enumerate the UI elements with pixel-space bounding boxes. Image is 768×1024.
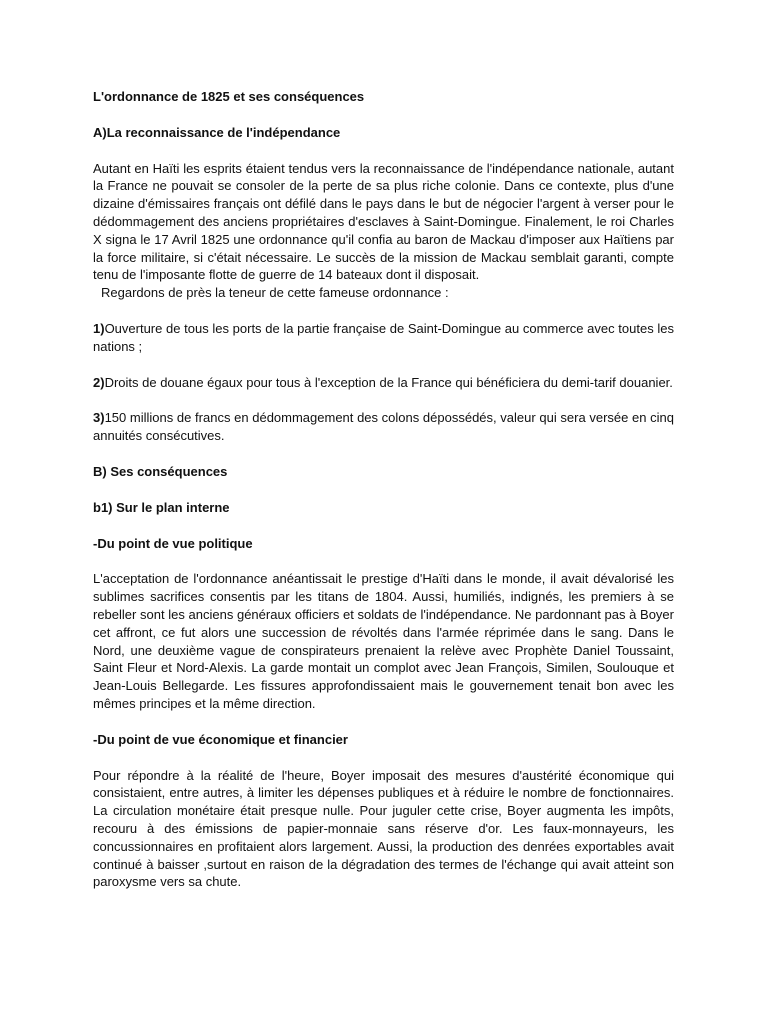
ordonnance-item-2 <box>93 374 674 392</box>
section-a-intro: Regardons de près la teneur de cette fameuse ordonnance : <box>101 285 449 301</box>
item-text: Droits de douane égaux pour tous à l'exception de la France qui bénéficiera du demi-tarif douanier. <box>104 374 673 390</box>
item-text: 150 millions de francs en dédommagement des colons dépossédés, valeur qui sera versée en cinq annuités consécutives. <box>93 410 674 444</box>
ordonnance-item-3 <box>93 409 674 445</box>
item-number: 2) <box>93 374 105 390</box>
politique-paragraph: L'acceptation de l'ordonnance anéantissait le prestige d'Haïti dans le monde, il avait dévalorisé les sublimes sacrifices consentis par les titans de 1804. Aussi, humiliés, indignés, les premiers à se rebeller sont les anciens généraux officiers et soldats de l'indépendance. Ne pardonnant pas à Boyer cet affront, ce fut alors une succession de révoltés dans l'armée réprimée dans le sang. Dans le Nord, une deuxième vague de conspirateurs prenaient la relève avec Prophète Daniel Toussaint, Saint Fleur et Nord-Alexis. La garde montait un complot avec Jean François, Similen, Soulouque et Jean-Louis Bellegarde. Les fissures approfondissaient mais le gouvernement tenait bon avec les mêmes principes et la même direction. <box>93 571 674 711</box>
economique-heading: -Du point de vue économique et financier <box>93 731 348 747</box>
item-number: 1) <box>93 320 105 336</box>
document-title: L'ordonnance de 1825 et ses conséquences <box>93 89 365 104</box>
section-b-heading: B) Ses conséquences <box>93 463 228 479</box>
item-text: Ouverture de tous les ports de la partie française de Saint-Domingue au commerce avec toutes les nations ; <box>93 320 674 354</box>
economique-paragraph: Pour répondre à la réalité de l'heure, Boyer imposait des mesures d'austérité économique qui consistaient, entre autres, à limiter les dépenses publiques et à réduire le nombre de fonctionnaires. La circulation monétaire était presque nulle. Pour juguler cette crise, Boyer augmenta les impôts, recouru à des émissions de papier-monnaie sans réserve d'or. Les faux-monnayeurs, les concussionnaires en profitaient alors largement. Aussi, la production des denrées exportables avait continué à baisser ,surtout en raison de la dégradation des termes de l'échange qui avait atteint son paroxysme vers sa chute. <box>93 767 674 890</box>
section-a-heading: A)La reconnaissance de l'indépendance <box>93 124 341 140</box>
politique-heading: -Du point de vue politique <box>93 535 253 551</box>
item-number: 3) <box>93 410 105 426</box>
ordonnance-item-1 <box>93 320 674 356</box>
section-b1-heading: b1) Sur le plan interne <box>93 499 230 515</box>
section-a-paragraph: Autant en Haïti les esprits étaient tendus vers la reconnaissance de l'indépendance nationale, autant la France ne pouvait se consoler de la perte de sa plus riche colonie. Dans ce contexte, plus d'une dizaine d'émissaires français ont défilé dans le pays dans le but de négocier l'argent à verser pour le dédommagement des anciens propriétaires d'esclaves à Saint-Domingue. Finalement, le roi Charles X signa le 17 Avril 1825 une ordonnance qu'il confia au baron de Mackau d'imposer aux Haïtiens par la force militaire, si c'était nécessaire. Le succès de la mission de Mackau semblait garanti, compte tenu de l'imposante flotte de guerre de 14 bateaux dont il disposait. <box>93 160 674 283</box>
